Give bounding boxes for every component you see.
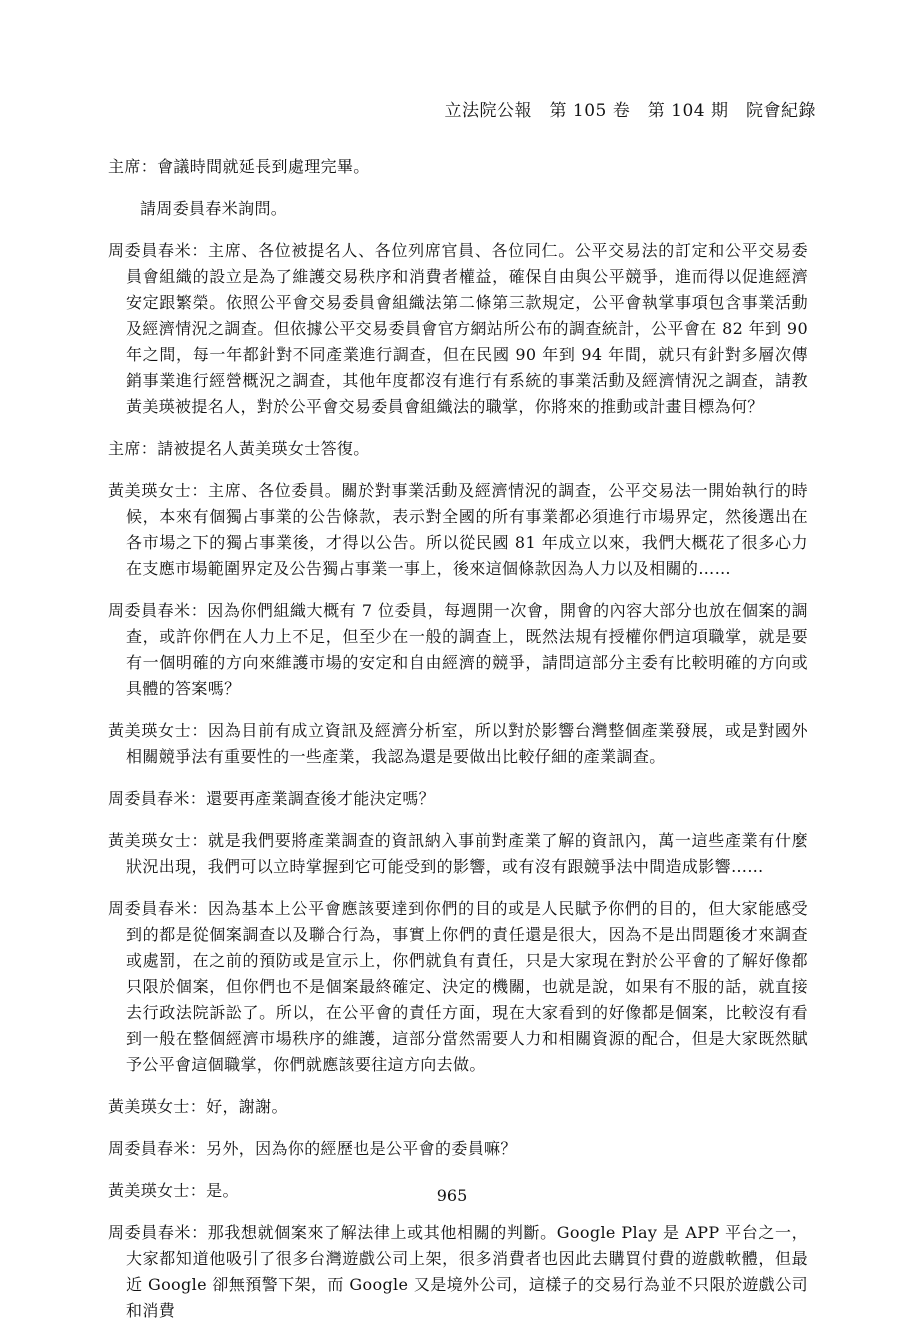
transcript-paragraph	[108, 478, 808, 582]
speech-text: 另外，因為你的經歷也是公平會的委員嘛？	[206, 1139, 517, 1158]
transcript-paragraph	[108, 1136, 808, 1162]
speaker-label: 周委員春米：	[108, 789, 207, 808]
speech-text: 因為你們組織大概有 7 位委員，每週開一次會，開會的內容大部分也放在個案的調查，或許你們在人力上不足，但至少在一般的調查上，既然法規有授權你們這項職掌，就是要有一個明確的方向來維護市場的安定和自由經濟的競爭，請問這部分主委有比較明確的方向或具體的答案嗎？	[126, 601, 808, 698]
speaker-label: 黃美瑛女士：	[108, 1181, 207, 1200]
speaker-label: 黃美瑛女士：	[108, 1097, 207, 1116]
transcript-body	[108, 154, 808, 1329]
speaker-label: 黃美瑛女士：	[108, 831, 209, 850]
speech-text: 請周委員春米詢問。	[140, 199, 288, 218]
transcript-paragraph	[108, 718, 808, 770]
speaker-label: 周委員春米：	[108, 1139, 207, 1158]
speech-text: 主席、各位委員。關於對事業活動及經濟情況的調查，公平交易法一開始執行的時候，本來有個獨占事業的公告條款，表示對全國的所有事業都必須進行市場界定，然後選出在各市場之下的獨占事業後，才得以公告。所以從民國 81 年成立以來，我們大概花了很多心力在支應市場範圍界定及公告獨占事業一事上，後來這個條款因為人力以及相關的……	[126, 481, 808, 578]
speech-text: 主席、各位被提名人、各位列席官員、各位同仁。公平交易法的訂定和公平交易委員會組織的設立是為了維護交易秩序和消費者權益，確保自由與公平競爭，進而得以促進經濟安定跟繁榮。依照公平會交易委員會組織法第二條第三款規定，公平會執掌事項包含事業活動及經濟情況之調查。但依據公平交易委員會官方網站所公布的調查統計，公平會在 82 年到 90 年之間，每一年都針對不同產業進行調查，但在民國 90 年到 94 年間，就只有針對多層次傳銷事業進行經營概況之調查，其他年度都沒有進行有系統的事業活動及經濟情況之調查，請教黃美瑛被提名人，對於公平會交易委員會組織法的職掌，你將來的推動或計畫目標為何？	[126, 241, 808, 416]
speaker-label: 周委員春米：	[108, 899, 209, 918]
page-number: 965	[436, 1186, 468, 1205]
transcript-paragraph	[108, 436, 808, 462]
speaker-label: 主席：	[108, 439, 158, 458]
speaker-label: 周委員春米：	[108, 601, 208, 620]
transcript-paragraph	[108, 786, 808, 812]
transcript-paragraph	[108, 154, 808, 180]
transcript-paragraph	[108, 828, 808, 880]
speaker-label: 主席：	[108, 157, 158, 176]
speech-text: 還要再產業調查後才能決定嗎？	[206, 789, 436, 808]
page-header: 立法院公報 第 105 卷 第 104 期 院會紀錄	[444, 101, 816, 121]
transcript-paragraph	[108, 598, 808, 702]
speech-text: 是。	[206, 1181, 239, 1200]
transcript-paragraph	[108, 196, 808, 222]
transcript-paragraph	[108, 238, 808, 420]
transcript-paragraph	[108, 1094, 808, 1120]
speech-text: 就是我們要將產業調查的資訊納入事前對產業了解的資訊內，萬一這些產業有什麼狀況出現，我們可以立時掌握到它可能受到的影響，或有沒有跟競爭法中間造成影響……	[126, 831, 808, 876]
speech-text: 那我想就個案來了解法律上或其他相關的判斷。Google Play 是 APP 平台之一，大家都知道他吸引了很多台灣遊戲公司上架，很多消費者也因此去購買付費的遊戲軟體，但最近 Google 卻無預警下架，而 Google 又是境外公司，這樣子的交易行為並不只限於遊戲公司和消費	[126, 1223, 808, 1320]
speaker-label: 周委員春米：	[108, 1223, 208, 1242]
speaker-label: 黃美瑛女士：	[108, 481, 209, 500]
speech-text: 請被提名人黃美瑛女士答復。	[157, 439, 370, 458]
speech-text: 因為目前有成立資訊及經濟分析室，所以對於影響台灣整個產業發展，或是對國外相關競爭法有重要性的一些產業，我認為還是要做出比較仔細的產業調查。	[126, 721, 808, 766]
speech-text: 好，謝謝。	[206, 1097, 288, 1116]
speaker-label: 黃美瑛女士：	[108, 721, 209, 740]
transcript-paragraph	[108, 1220, 808, 1324]
speech-text: 會議時間就延長到處理完畢。	[157, 157, 370, 176]
transcript-paragraph	[108, 896, 808, 1078]
speech-text: 因為基本上公平會應該要達到你們的目的或是人民賦予你們的目的，但大家能感受到的都是從個案調查以及聯合行為，事實上你們的責任還是很大，因為不是出問題後才來調查或處罰，在之前的預防或是宣示上，你們就負有責任，只是大家現在對於公平會的了解好像都只限於個案，但你們也不是個案最終確定、決定的機關，也就是說，如果有不服的話，就直接去行政法院訴訟了。所以，在公平會的責任方面，現在大家看到的好像都是個案，比較沒有看到一般在整個經濟市場秩序的維護，這部分當然需要人力和相關資源的配合，但是大家既然賦予公平會這個職掌，你們就應該要往這方向去做。	[126, 899, 808, 1074]
speaker-label: 周委員春米：	[108, 241, 209, 260]
